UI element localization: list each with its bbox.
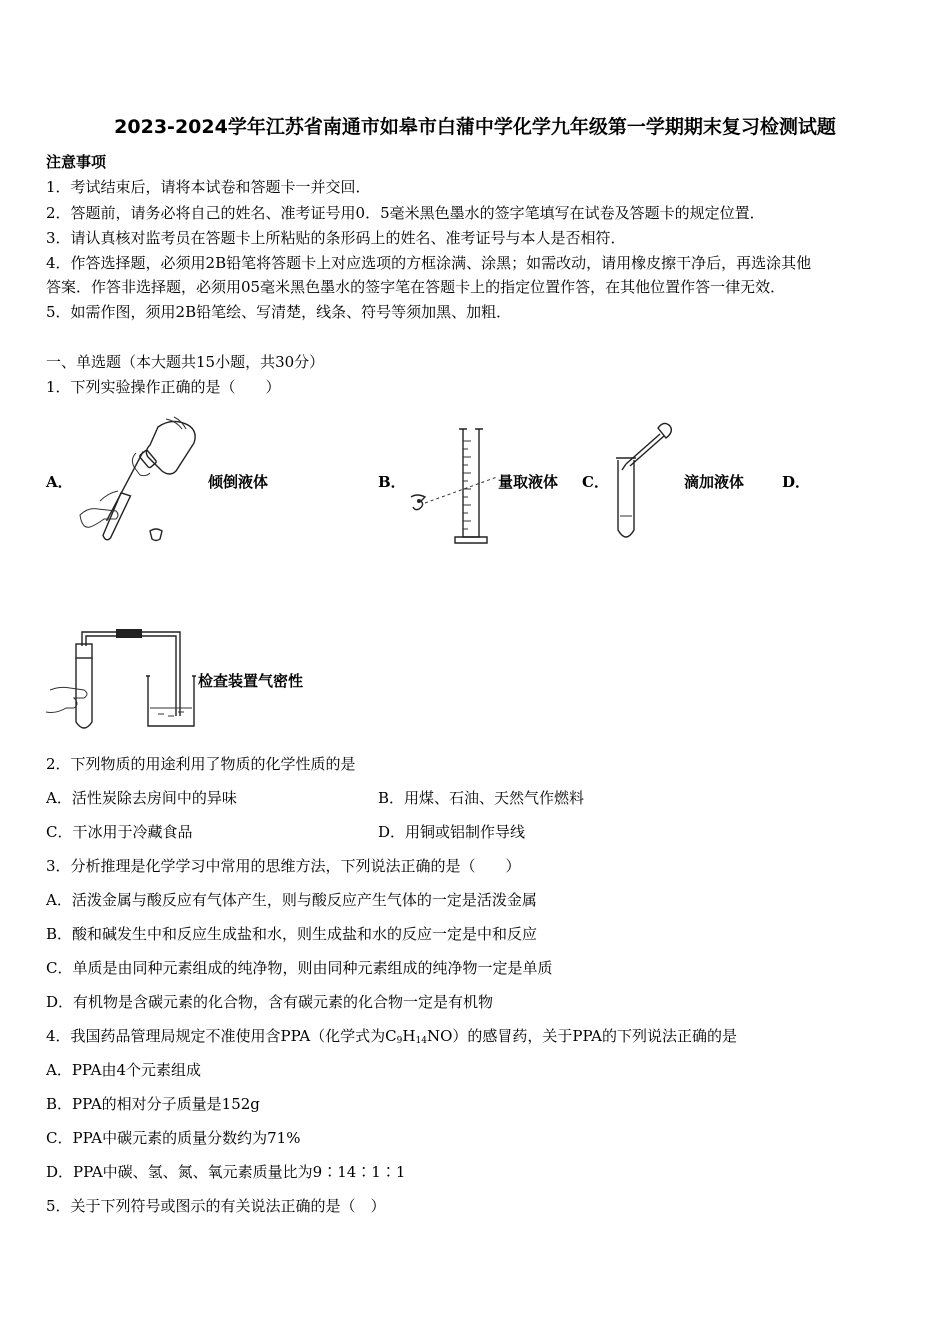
q2-option: A．活性炭除去房间中的异味 [46, 789, 237, 807]
section-heading: 一、单选题（本大题共15小题，共30分） [46, 353, 325, 371]
q1-option-c-letter: C． [582, 473, 609, 491]
q3-option: A．活泼金属与酸反应有气体产生，则与酸反应产生气体的一定是活泼金属 [46, 891, 537, 909]
q4-option: A．PPA由4个元素组成 [46, 1061, 202, 1079]
q1-option-c-caption: 滴加液体 [684, 473, 745, 491]
notice-item: 4．作答选择题，必须用2B铅笔将答题卡上对应选项的方框涂满、涂黑；如需改动，请用橡皮擦干净后，再选涂其他 [46, 254, 812, 272]
q2-stem: 2．下列物质的用途利用了物质的化学性质的是 [46, 755, 356, 773]
dropper-illustration [610, 418, 680, 543]
q1-option-a-letter: A． [46, 473, 73, 491]
q1-stem: 1．下列实验操作正确的是（ ） [46, 378, 281, 396]
notice-item: 3．请认真核对监考员在答题卡上所粘贴的条形码上的姓名、准考证号与本人是否相符． [46, 229, 626, 247]
q2-option: C．干冰用于冷藏食品 [46, 823, 193, 841]
notice-item: 2．答题前，请务必将自己的姓名、准考证号用0．5毫米黑色墨水的签字笔填写在试卷及答题卡的规定位置． [46, 204, 765, 222]
q4-option: D．PPA中碳、氢、氮、氧元素质量比为9∶14∶1∶1 [46, 1163, 406, 1181]
q1-option-d-caption: 检查装置气密性 [198, 672, 304, 690]
q1-option-b-letter: B． [378, 473, 406, 491]
q2-option: D．用铜或铝制作导线 [378, 823, 526, 841]
q2-option: B．用煤、石油、天然气作燃料 [378, 789, 585, 807]
notice-item: 5．如需作图，须用2B铅笔绘、写清楚，线条、符号等须加黑、加粗． [46, 303, 512, 321]
pouring-liquid-illustration [70, 415, 210, 545]
q5-stem: 5．关于下列符号或图示的有关说法正确的是（ ） [46, 1197, 386, 1215]
page-title: 2023-2024学年江苏省南通市如皋市白蒲中学化学九年级第一学期期末复习检测试题 [114, 116, 836, 138]
notice-item: 答案．作答非选择题，必须用05毫米黑色墨水的签字笔在答题卡上的指定位置作答，在其他位置作答一律无效． [46, 278, 786, 296]
notice-item: 1．考试结束后，请将本试卷和答题卡一并交回． [46, 178, 371, 196]
notice-heading: 注意事项 [46, 153, 107, 171]
q4-option: C．PPA中碳元素的质量分数约为71% [46, 1129, 301, 1147]
graduated-cylinder-illustration [405, 425, 500, 550]
q4-option: B．PPA的相对分子质量是152g [46, 1095, 260, 1113]
q3-stem: 3．分析推理是化学学习中常用的思维方法，下列说法正确的是（ ） [46, 857, 521, 875]
q1-option-d-letter: D． [782, 473, 811, 491]
q3-option: C．单质是由同种元素组成的纯净物，则由同种元素组成的纯净物一定是单质 [46, 959, 553, 977]
q1-option-b-caption: 量取液体 [498, 473, 559, 491]
q3-option: B．酸和碱发生中和反应生成盐和水，则生成盐和水的反应一定是中和反应 [46, 925, 538, 943]
q3-option: D．有机物是含碳元素的化合物，含有碳元素的化合物一定是有机物 [46, 993, 494, 1011]
airtightness-check-illustration [46, 620, 206, 735]
q1-option-a-caption: 倾倒液体 [208, 473, 269, 491]
q4-stem: 4．我国药品管理局规定不准使用含PPA（化学式为$C_9H_{14}NO$）的感冒药，关于PPA的下列说法正确的是 [46, 1027, 738, 1046]
